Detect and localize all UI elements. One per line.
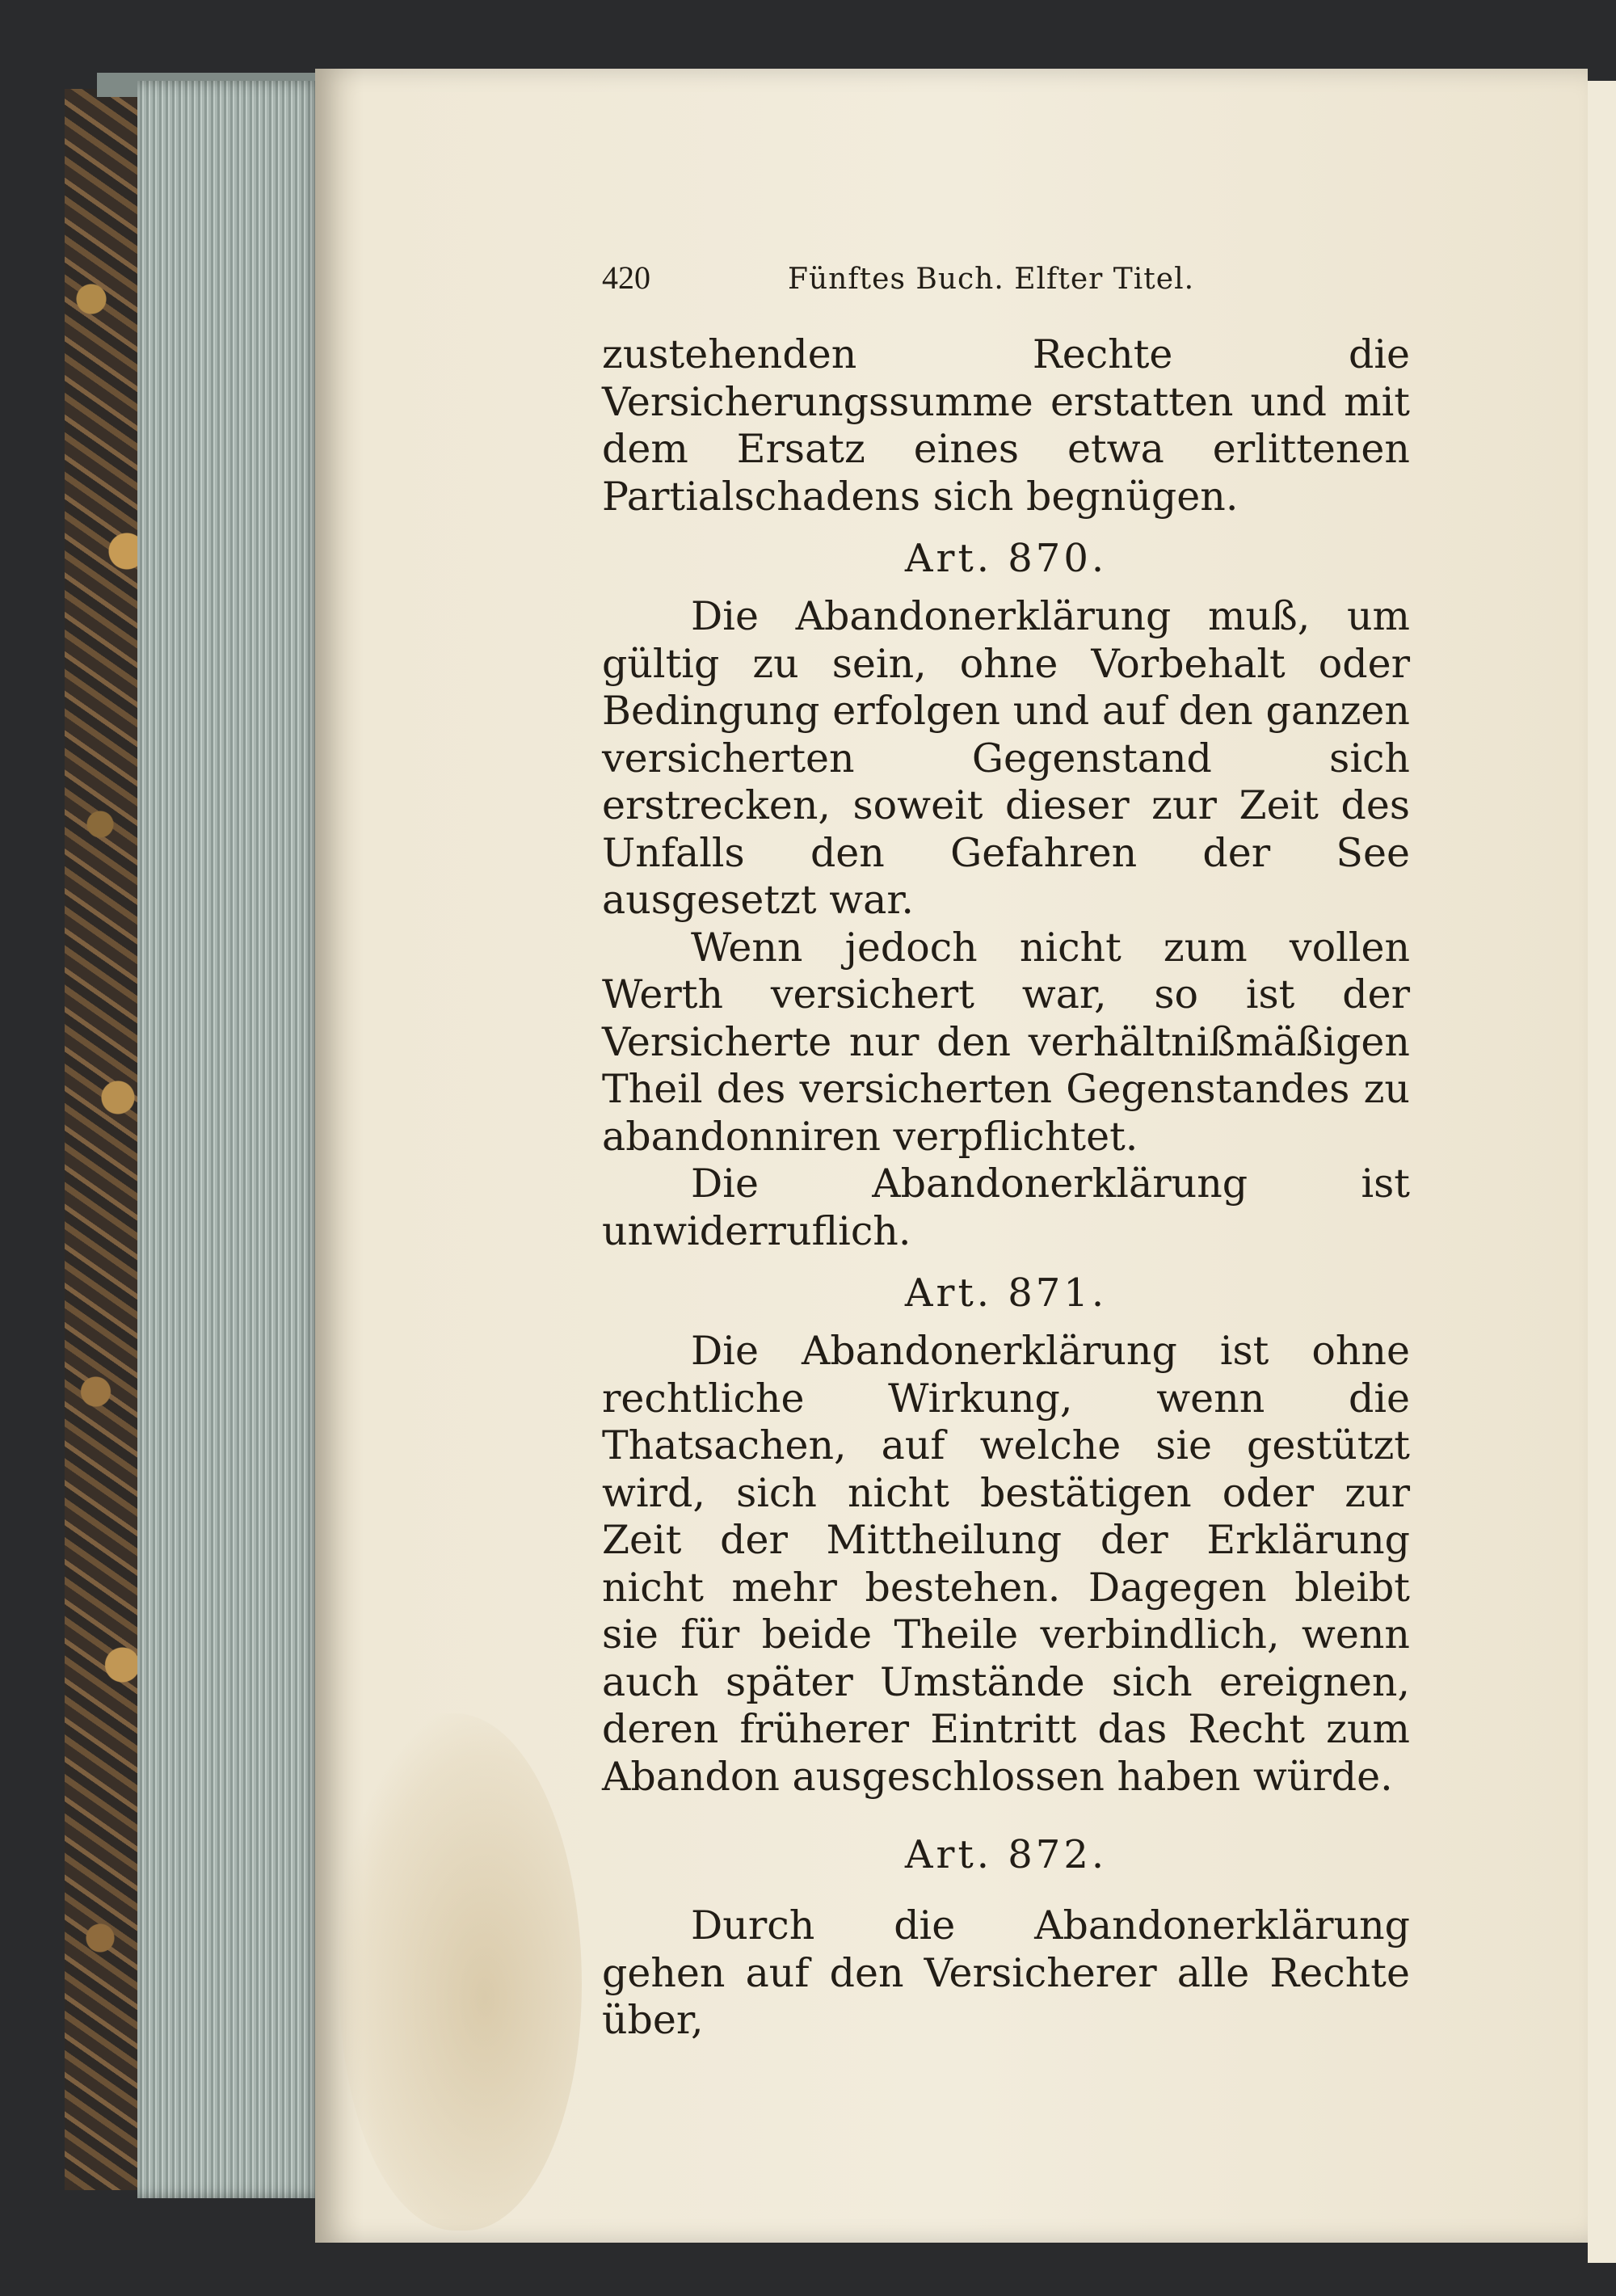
article-heading-872: Art. 872.	[904, 1832, 1108, 1877]
page-edges	[137, 81, 323, 2198]
article-heading-870: Art. 870.	[904, 536, 1108, 581]
page-header	[602, 259, 1410, 299]
paragraph-art872: Durch die Abandonerklärung gehen auf den Versicherer alle Rechte über,	[602, 1902, 1410, 2043]
paragraph-art870-3: Die Abandonerklärung ist unwiderruflich.	[602, 1161, 1410, 1254]
paragraph-continuation: zustehenden Rechte die Versicherungssumme erstatten und mit dem Ersatz eines etwa erlittenen Partialschadens sich begnügen.	[602, 331, 1410, 520]
page-number: 420	[602, 259, 650, 296]
paragraph-art871: Die Abandonerklärung ist ohne rechtliche Wirkung, wenn die Thatsachen, auf welche sie gestützt wird, sich nicht bestätigen oder zur Zeit der Mittheilung der Erklärung nicht mehr bestehen. Dagegen bleibt sie für beide Theile verbindlich, wenn auch später Umstände sich ereignen, deren früherer Eintritt das Recht zum Abandon ausgeschlossen haben würde.	[602, 1328, 1410, 1800]
page-content	[602, 259, 1410, 2045]
article-heading-871: Art. 871.	[904, 1270, 1108, 1316]
paragraph-art870-1: Die Abandonerklärung muß, um gültig zu sein, ohne Vorbehalt oder Bedingung erfolgen und auf den ganzen versicherten Gegenstand sich erstrecken, soweit dieser zur Zeit des Unfalls den Gefahren der See ausgesetzt war.	[602, 593, 1410, 923]
facing-page-edge	[1588, 81, 1616, 2263]
running-head: Fünftes Buch. Elfter Titel.	[788, 263, 1195, 296]
paragraph-art870-2: Wenn jedoch nicht zum vollen Werth versichert war, so ist der Versicherte nur den verhältnißmäßigen Theil des versicherten Gegenstandes zu abandonniren verpflichtet.	[602, 924, 1410, 1160]
